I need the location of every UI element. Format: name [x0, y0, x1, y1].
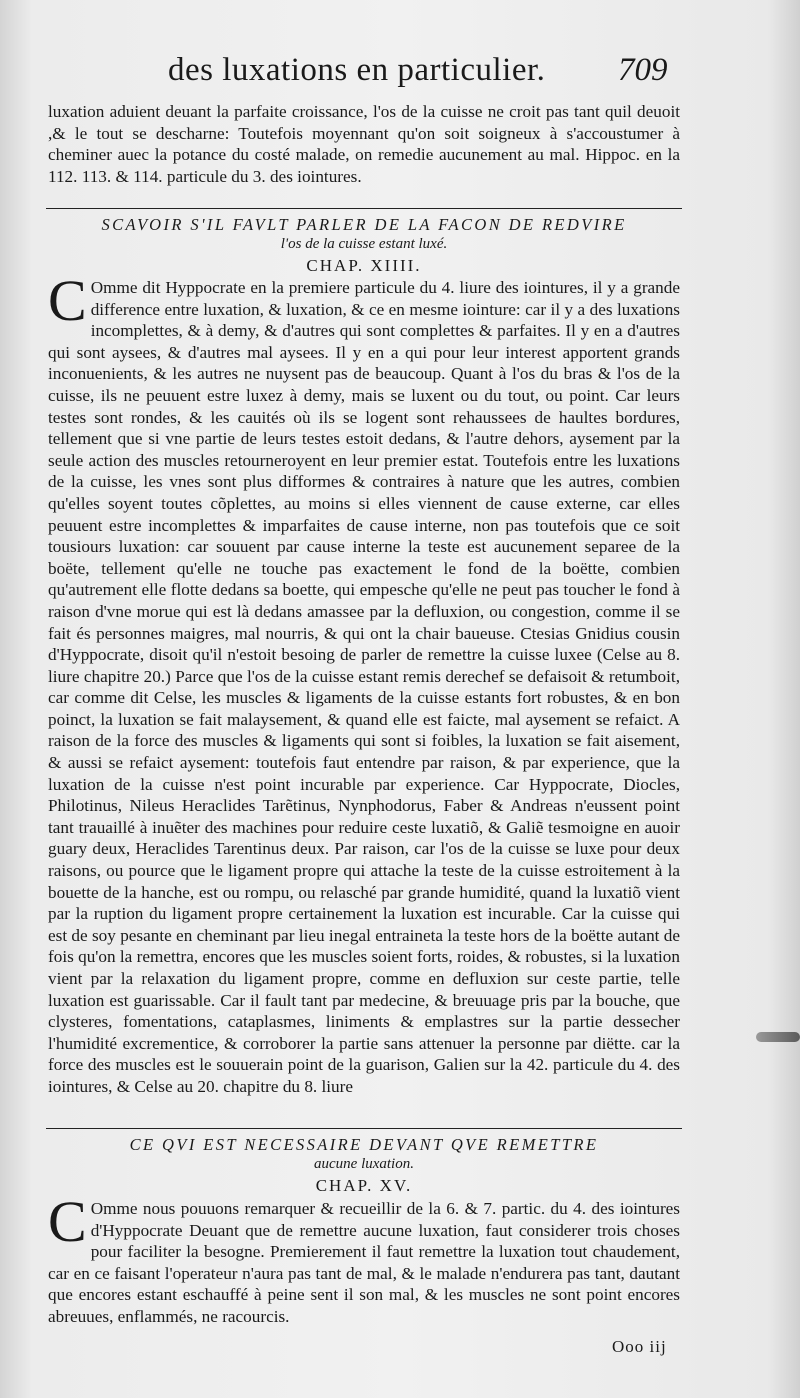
signature-mark: Ooo iij [612, 1337, 667, 1356]
chapter-15-text: Omme nous pouuons remarquer & recueillir de la 6. & 7. partic. du 4. des iointures d'Hyppocrate Deuant que de remettre aucune luxation, faut considerer trois choses pour faciliter la besogne. Premierement il faut remettre la luxation tout chaudement, car en ce faisant l'operateur n'aura pas tant de mal, & le malade n'endurera pas tant, dautant que encores estant eschauffé à peine sent il son mal, & les muscles ne sont point encores abreuues, enflammés, ne racourcis. [48, 1199, 680, 1326]
chapter-15-subheading: aucune luxation. [314, 1156, 414, 1172]
chapter-15-body [48, 1189, 680, 1328]
drop-cap: C [48, 268, 87, 333]
chapter-14-label: CHAP. XIIII. [306, 256, 422, 275]
chapter-14-text: Omme dit Hyppocrate en la premiere particule du 4. liure des iointures, il y a grande difference entre luxation, & luxation, & ce en mesme iointure: car il y a des luxations incomplettes, & à demy, & d'autres qui sont complettes & parfaites. Il y en a d'autres qui sont aysees, & d'autres mal aysees. Il y en a qui pour leur interest apportent grands inconuenients, & les autres ne nuysent pas de beaucoup. Quant à l'os du bras & l'os de la cuisse, ils ne peuuent estre luxez à demy, mais se luxent ou du tout, ou point. Car leurs testes sont rondes, & les cauités où ils se logent sont rehaussees de haultes bordures, tellement que si vne partie de leurs testes estoit dedans, & l'autre dehors, aysement par la seule action des muscles retourneroyent en leur premier estat. Toutefois entre les luxations de la cuisse, les vnes sont plus difformes & contraires à nature que les autres, combien qu'elles soyent toutes cõplettes, au moins si elles viennent de cause externe, car elles peuuent estre incomplettes & imparfaites de cause interne, non pas toutefois que ce soit tousiours luxation: car souuent par cause interne la teste est aucunement separee de la boëte, tellement qu'elle ne touche pas exactement le fond de la boëtte, combien qu'autrement elle flotte dedans sa boette, qui empesche qu'elle ne peut pas toucher le fond à raison d'vne morue qui est là dedans amassee par la defluxion, ou congestion, comme il se fait és personnes maigres, mal nourris, & qui ont la chair baueuse. Ctesias Gnidius cousin d'Hyppocrate, disoit qu'il n'estoit besoing de parler de remettre la cuisse luxee (Celse au 8. liure chapitre 20.) Parce que l'os de la cuisse estant remis derechef se defaisoit & retumboit, car comme dit Celse, les muscles & ligaments de la cuisse estants fort robustes, & en bon poinct, la luxation se fait malaysement, & quand elle est faicte, mal aysement se refaict. A raison de la force des muscles & ligaments qui sont si foibles, la luxation se fait aisement, & aussi se refaict aysement: toutefois faut entendre par raison, & par experience, que la luxation de la cuisse n'est point incurable par experience. Car Hyppocrate, Diocles, Philotinus, Nileus Heraclides Tarẽtinus, Nynphodorus, Faber & Andreas n'eussent point tant trauaillé à inuẽter des machines pour reduire ceste luxatiõ, & Galiẽ tesmoigne en auoir guary deux, Heraclides Tarentinus deux. Par raison, car l'os de la cuisse se luxe pour deux raisons, ou pource que le ligament propre qui attache la teste de la cuisse estroitement à la bouette de la hanche, est ou rompu, ou relasché par grande humidité, quand la luxatiõ vient par la ruption du ligament propre certainement la luxation est incurable. Car la cuisse qui est de soy pesante en cheminant par lieu inegal entraineta la teste hors de la boëtte autant de fois qu'on la remettra, encores que les muscles soient forts, roides, & robustes, si la luxation vient par la relaxation du ligament propre, comme en defluxion sur ceste partie, telle luxation est guarissable. Car il fault tant par medecine, & breuuage pris par la bouche, que clysteres, fomentations, cataplasmes, liniments & emplastres sur la partie dessecher l'humidité excrementice, & corroborer la partie sans attenuer la personne par diëtte. car la force des muscles est le souuerain point de la guarison, Galien sur la 42. particule du 4. des iointures, & Celse au 20. chapitre du 8. liure [48, 278, 680, 1096]
running-title: des luxations en particulier. [168, 52, 546, 88]
section-rule [46, 1128, 682, 1129]
page-number: 709 [618, 52, 668, 88]
running-head [0, 52, 800, 100]
chapter-14-body [48, 268, 680, 1098]
page-edge-mark [756, 1032, 800, 1042]
chapter-14-heading: SCAVOIR S'IL FAVLT PARLER DE LA FACON DE REDVIRE [101, 215, 627, 234]
drop-cap: C [48, 1189, 87, 1254]
chapter-15-label: CHAP. XV. [315, 1176, 413, 1195]
chapter-15-heading: CE QVI EST NECESSAIRE DEVANT QVE REMETTRE [129, 1135, 599, 1154]
section-rule [46, 208, 682, 209]
intro-paragraph: luxation aduient deuant la parfaite croissance, l'os de la cuisse ne croit pas tant quil deuoit ,& le tout se descharne: Toutefois moyennant qu'on soit soigneux à s'accoustumer à cheminer auec la potance du costé malade, on remedie aucunement au mal. Hippoc. en la 112. 113. & 114. particule du 3. des iointures. [48, 102, 680, 186]
chapter-14-subheading: l'os de la cuisse estant luxé. [280, 236, 448, 252]
